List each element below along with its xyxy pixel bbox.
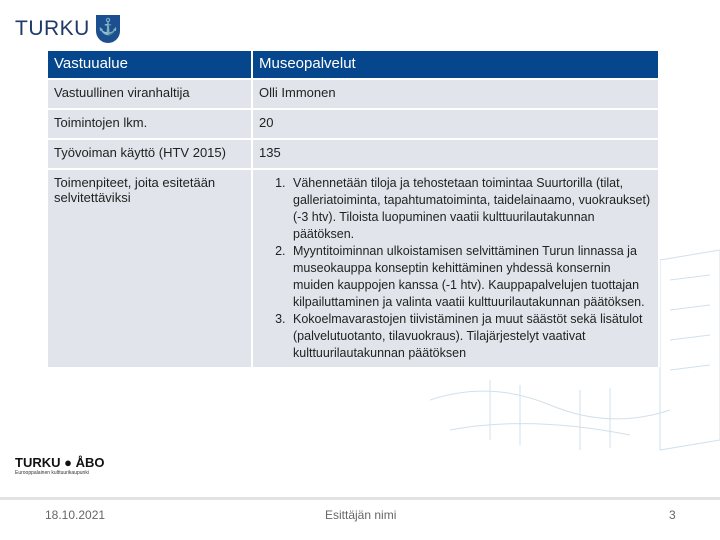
header-cell: Museopalvelut [253,51,660,78]
footer-divider [0,497,720,500]
turku-logo: TURKU [15,17,90,40]
measures-list-cell [253,170,660,367]
table-row [48,170,660,367]
table-row [48,80,660,108]
row-label: Vastuullinen viranhaltija [48,80,253,108]
table-row [48,140,660,168]
row-label: Toimenpiteet, joita esitetään selvitettäviksi [48,170,253,367]
turku-abo-logo: TURKU ● ÅBO Eurooppalainen kulttuurikaupunki [15,455,105,476]
header-cell: Vastuualue [48,51,253,78]
row-value: 135 [253,140,660,168]
list-item: 2. Myyntitoiminnan ulkoistamisen selvittäminen Turun linnassa ja museokauppa konseptin kehittäminen yhdessä konsernin muiden kauppojen kanssa (-1 htv). Kauppapalvelujen tuottajan kilpailuttaminen ja valinta vaatii kulttuurilautakunnan päätöksen. [289,243,652,311]
row-value: 20 [253,110,660,138]
row-label: Työvoiman käyttö (HTV 2015) [48,140,253,168]
footer-date: 18.10.2021 [45,508,106,522]
turku-coat-of-arms-icon: ⚓ [96,15,120,43]
table-header-row [48,51,660,78]
info-table [48,49,660,369]
row-value: Olli Immonen [253,80,660,108]
page-number: 3 [669,508,676,522]
measures-list [259,175,652,362]
footer-presenter: Esittäjän nimi [325,508,397,522]
list-item: 1. Vähennetään tiloja ja tehostetaan toimintaa Suurtorilla (tilat, galleriatoiminta, tapahtumatoiminta, taidelainaamo, vuokraukset) (-3 htv). Tiloista luopuminen vaatii kulttuurilautakunnan päätöksen. [289,175,652,243]
row-label: Toimintojen lkm. [48,110,253,138]
list-item: 3. Kokoelmavarastojen tiivistäminen ja muut säästöt sekä lisätulot (palvelutuotanto, tilavuokraus). Tilajärjestelyt vaativat kulttuurilautakunnan päätöksen [289,311,652,362]
table-row [48,110,660,138]
